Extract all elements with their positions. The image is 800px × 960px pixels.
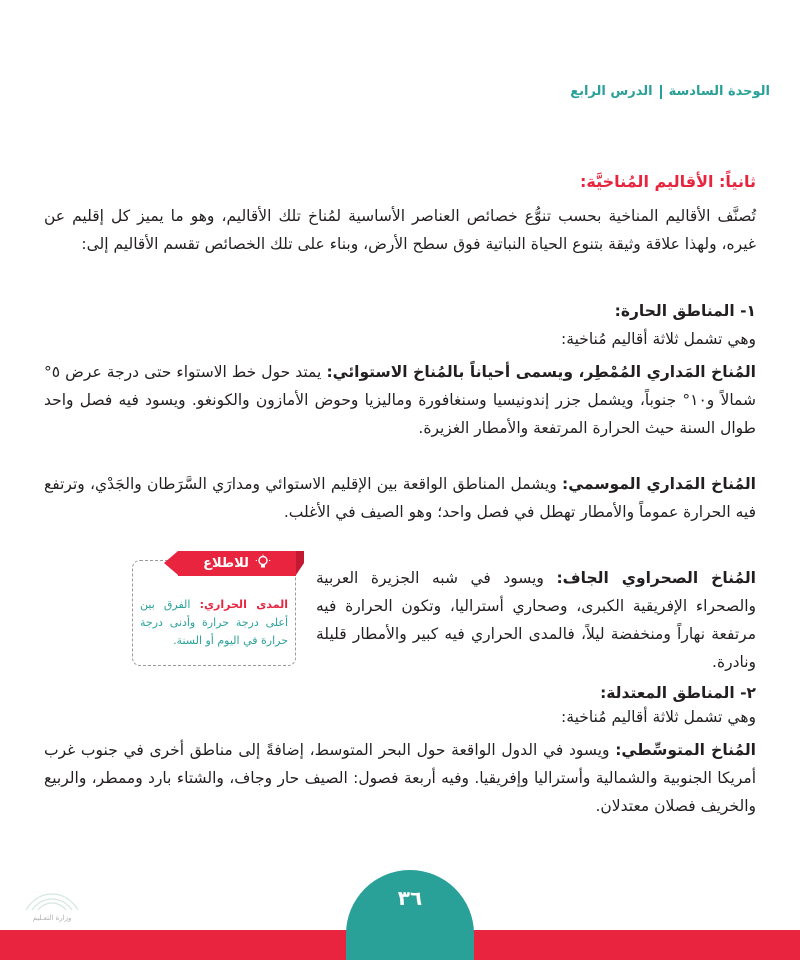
seasonal-text: ويشمل المناطق الواقعة بين الإقليم الاستوائي ومدارَي السَّرَطان والجَدْي، وترتفع فيه الحرارة عموماً والأمطار تهطل في فصل واحد؛ وهو الصيف في الأغلب.	[44, 475, 756, 521]
unit-label: الوحدة السادسة	[668, 84, 770, 99]
header-divider	[660, 85, 662, 99]
info-tag	[178, 551, 296, 576]
info-term: المدى الحراري:	[199, 598, 288, 611]
desert-title: المُناخ الصحراوي الجاف:	[556, 569, 756, 587]
intro-paragraph: تُصنَّف الأقاليم المناخية بحسب تنوُّع خصائص العناصر الأساسية لمُناخ تلك الأقاليم، وهو ما يميز كل إقليم عن غيره، ولهذا علاقة وثيقة بتنوع الحياة النباتية فوق سطح الأرض، وبناء على تلك الخصائص تقسم الأقاليم إلى:	[44, 207, 756, 253]
desert-text: ويسود في شبه الجزيرة العربية والصحراء الإفريقية الكبرى، وصحاري أستراليا، وتكون الحرارة فيه مرتفعة نهاراً ومنخفضة ليلاً، فالمدى الحراري فيه كبير والأمطار قليلة ونادرة.	[316, 569, 756, 671]
mediterranean-title: المُناخ المتوسِّطي:	[615, 741, 756, 759]
equatorial-text: يمتد حول خط الاستواء حتى درجة عرض ٥° شمالاً و١٠° جنوباً، ويشمل جزر إندونيسيا وسنغافورة وماليزيا وحوض الأمازون والكونغو. ويسود فيه فصل واحد طوال السنة حيث الحرارة المرتفعة والأمطار الغزيرة.	[44, 363, 756, 437]
seasonal-paragraph	[44, 470, 756, 526]
temperate-zones-subtitle: وهي تشمل ثلاثة أقاليم مُناخية:	[561, 708, 756, 726]
lightbulb-icon	[255, 554, 271, 574]
equatorial-paragraph	[44, 358, 756, 442]
mediterranean-text: ويسود في الدول الواقعة حول البحر المتوسط، إضافةً إلى مناطق أخرى في جنوب غرب أمريكا الجنوبية والشمالية وأستراليا وإفريقيا. وفيه أربعة فصول: الصيف حار وجاف، والشتاء بارد وممطر، والربيع والخريف فصلان معتدلان.	[44, 741, 756, 815]
hot-zones-subtitle: وهي تشمل ثلاثة أقاليم مُناخية:	[561, 330, 756, 348]
info-definition	[140, 596, 288, 650]
mediterranean-paragraph	[44, 736, 756, 820]
temperate-zones-heading: ٢- المناطق المعتدلة:	[600, 684, 756, 702]
page-number: ٣٦	[346, 870, 474, 960]
info-definition-text: الفرق بين أعلى درجة حرارة وأدنى درجة حرارة في اليوم أو السنة.	[140, 598, 288, 647]
equatorial-title: المُناخ المَداري المُمْطِر، ويسمى أحياناً بالمُناخ الاستوائي:	[326, 363, 756, 381]
section-title: ثانياً: الأقاليم المُناخيَّة:	[580, 172, 756, 191]
desert-paragraph	[316, 564, 756, 676]
ministry-name: وزارة التعـليم	[32, 914, 72, 922]
info-tag-label: للاطلاع	[203, 556, 249, 571]
seasonal-title: المُناخ المَداري الموسمي:	[562, 475, 756, 493]
lesson-label: الدرس الرابع	[570, 84, 653, 99]
hot-zones-heading: ١- المناطق الحارة:	[614, 302, 756, 320]
page-header	[430, 84, 770, 99]
